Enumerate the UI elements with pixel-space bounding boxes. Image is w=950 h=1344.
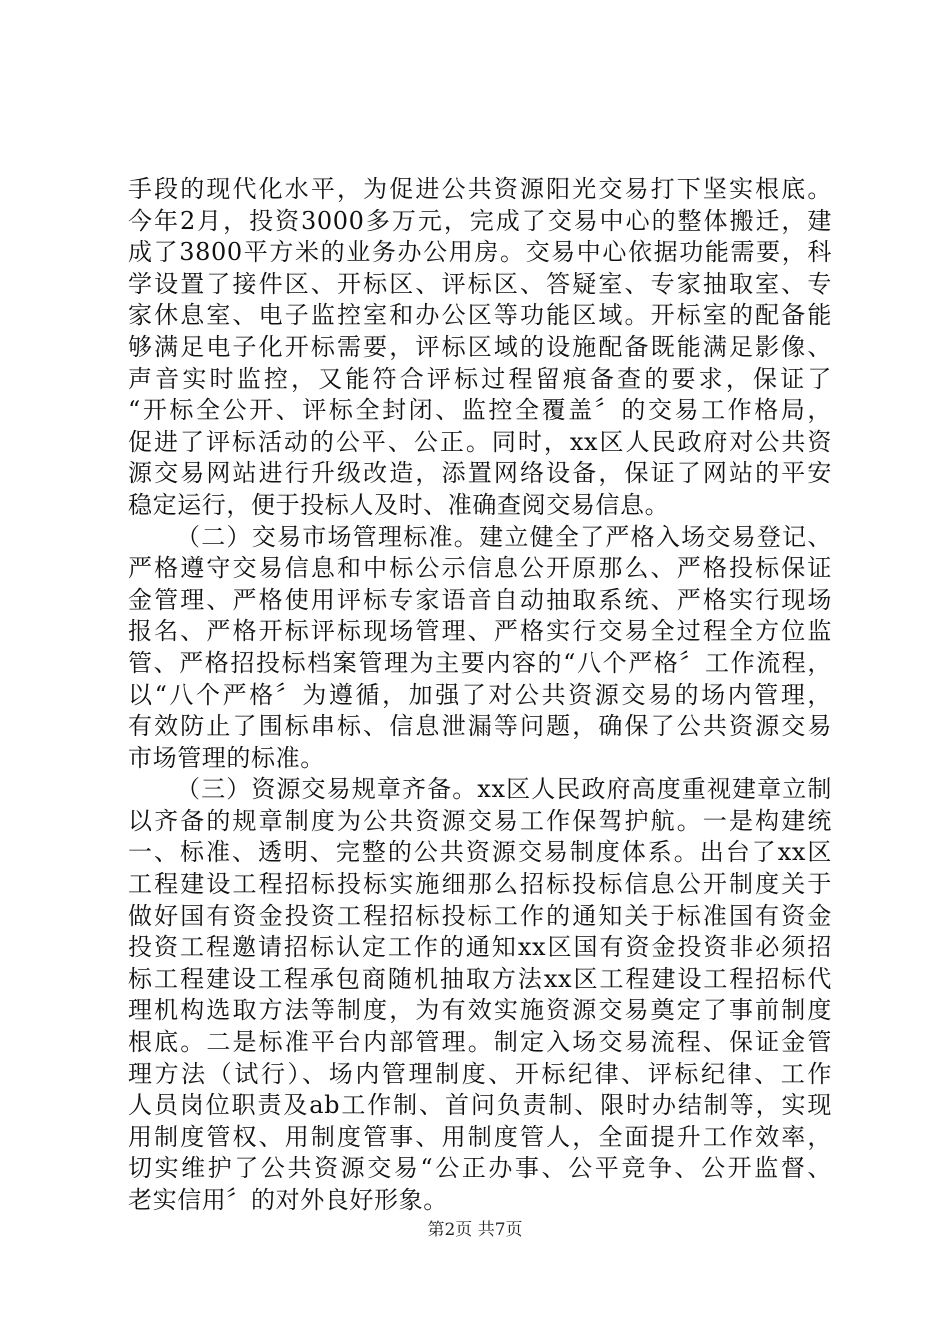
text-line: 管、严格招投标档案管理为主要内容的“八个严格〞工作流程，: [128, 648, 832, 677]
text-line: 稳定运行，便于投标人及时、准确查阅交易信息。: [128, 490, 670, 519]
text-line: 工程建设工程招标投标实施细那么招标投标信息公开制度关于: [128, 870, 832, 899]
page-number-footer: 第2页 共7页: [427, 1220, 523, 1240]
text-line: 理机构选取方法等制度，为有效实施资源交易奠定了事前制度: [128, 996, 832, 1025]
text-line: 手段的现代化水平，为促进公共资源阳光交易打下坚实根底。: [128, 175, 832, 203]
text-line: 人员岗位职责及ab工作制、首问负责制、限时办结制等，实现: [128, 1091, 832, 1120]
text-line: 市场管理的标准。: [128, 743, 325, 772]
text-line: 促进了评标活动的公平、公正。同时，xx区人民政府对公共资: [128, 427, 832, 456]
text-line: 学设置了接件区、开标区、评标区、答疑室、专家抽取室、专: [128, 269, 832, 298]
text-line: 金管理、严格使用评标专家语音自动抽取系统、严格实行现场: [128, 585, 832, 614]
text-line: 报名、严格开标评标现场管理、严格实行交易全过程全方位监: [128, 617, 832, 646]
text-line: 严格遵守交易信息和中标公示信息公开原那么、严格投标保证: [128, 554, 832, 583]
section-heading-line: （三）资源交易规章齐备。xx区人民政府高度重视建章立制: [176, 775, 832, 804]
text-line: 成了3800平方米的业务办公用房。交易中心依据功能需要，科: [128, 238, 832, 267]
document-body: [128, 174, 832, 1217]
text-line: 用制度管权、用制度管事、用制度管人，全面提升工作效率，: [128, 1122, 832, 1151]
text-line: “开标全公开、评标全封闭、监控全覆盖〞的交易工作格局，: [128, 396, 832, 425]
text-line: 以齐备的规章制度为公共资源交易工作保驾护航。一是构建统: [128, 806, 832, 835]
text-line: 声音实时监控，又能符合评标过程留痕备查的要求，保证了: [128, 364, 832, 393]
text-line: 投资工程邀请招标认定工作的通知xx区国有资金投资非必须招: [128, 933, 832, 962]
text-line: 够满足电子化开标需要，评标区域的设施配备既能满足影像、: [128, 332, 832, 361]
section-heading-line: （二）交易市场管理标准。建立健全了严格入场交易登记、: [176, 522, 832, 551]
text-line: 根底。二是标准平台内部管理。制定入场交易流程、保证金管: [128, 1028, 832, 1057]
text-line: 一、标准、透明、完整的公共资源交易制度体系。出台了xx区: [128, 838, 832, 867]
text-line: 源交易网站进行升级改造，添置网络设备，保证了网站的平安: [128, 459, 832, 488]
text-line: 以“八个严格〞为遵循，加强了对公共资源交易的场内管理，: [128, 680, 832, 709]
text-line: 今年2月，投资3000多万元，完成了交易中心的整体搬迁，建: [128, 206, 832, 235]
text-line: 老实信用〞的对外良好形象。: [128, 1186, 448, 1214]
text-line: 切实维护了公共资源交易“公正办事、公平竞争、公开监督、: [128, 1154, 832, 1183]
text-line: 标工程建设工程承包商随机抽取方法xx区工程建设工程招标代: [128, 964, 832, 993]
text-line: 理方法（试行）、场内管理制度、开标纪律、评标纪律、工作: [128, 1059, 832, 1088]
text-line: 有效防止了围标串标、信息泄漏等问题，确保了公共资源交易: [128, 712, 832, 741]
text-line: 做好国有资金投资工程招标投标工作的通知关于标准国有资金: [128, 901, 832, 930]
text-line: 家休息室、电子监控室和办公区等功能区域。开标室的配备能: [128, 301, 832, 330]
